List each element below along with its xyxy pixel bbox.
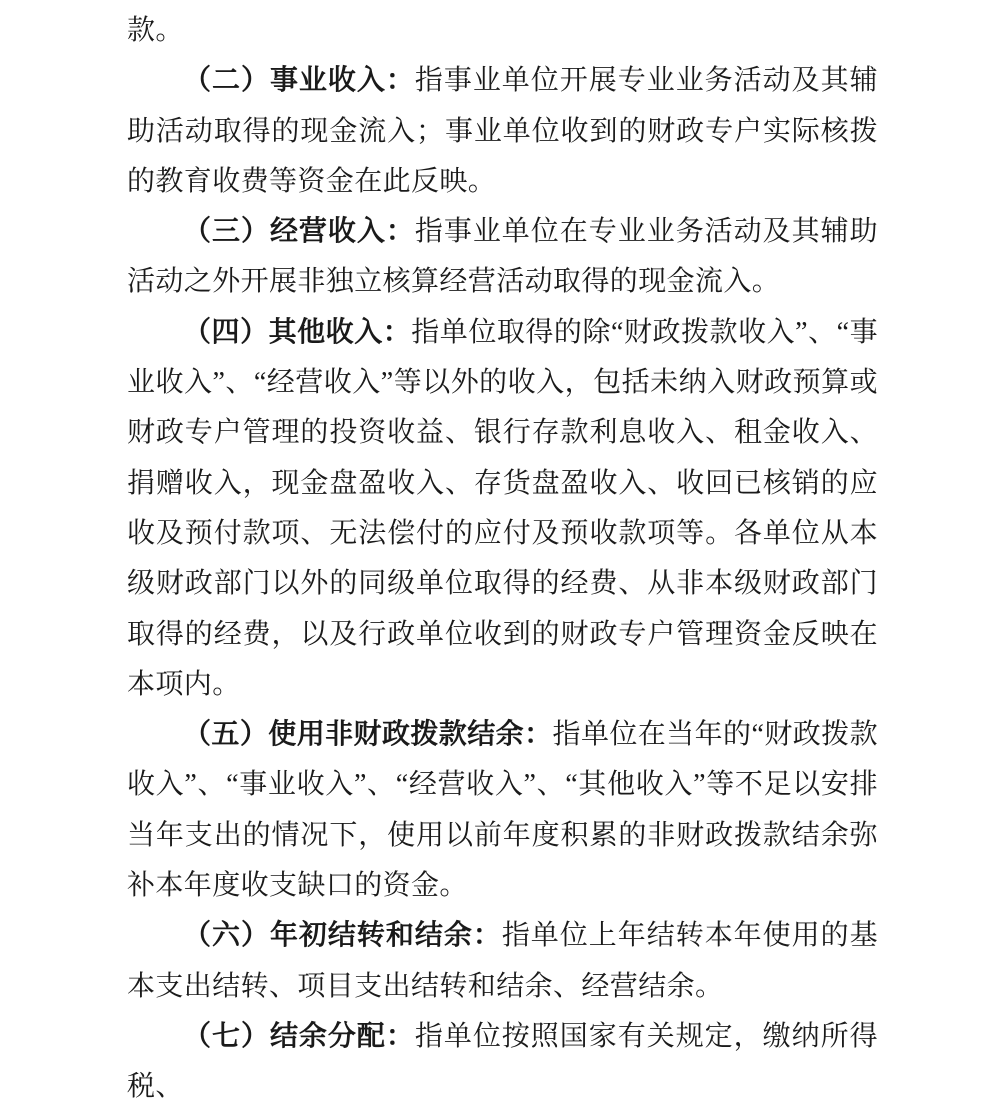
paragraph — [127, 308, 878, 710]
paragraph-text: 款。 — [127, 15, 184, 46]
paragraph-label: （七）结余分配： — [183, 1020, 415, 1052]
paragraph-text: 指单位在当年的“财政拨款收入”、“事业收入”、“经营收入”、“其他收入”等不足以安排当年支出的情况下，使用以前年度积累的非财政拨款结余弥补本年度收支缺口的资金。 — [127, 719, 879, 902]
paragraph-label: （六）年初结转和结余： — [183, 920, 502, 952]
document-body — [127, 6, 878, 1113]
paragraph-label: （五）使用非财政拨款结余： — [183, 719, 553, 751]
paragraph — [127, 6, 878, 56]
paragraph — [127, 207, 878, 308]
paragraph — [127, 56, 878, 207]
paragraph-text: 指事业单位在专业业务活动及其辅助活动之外开展非独立核算经营活动取得的现金流入。 — [127, 216, 878, 298]
paragraph-label: （二）事业收入： — [183, 65, 415, 97]
paragraph-text: 指单位按照国家有关规定，缴纳所得税、 — [127, 1020, 878, 1103]
paragraph-text: 指单位取得的除“财政拨款收入”、“事业收入”、“经营收入”等以外的收入，包括未纳入财政预算或财政专户管理的投资收益、银行存款利息收入、租金收入、捐赠收入，现金盘盈收入、存货盘盈收入、收回已核销的应收及预付款项、无法偿付的应付及预收款项等。各单位从本级财政部门以外的同级单位取得的经费、从非本级财政部门取得的经费，以及行政单位收到的财政专户管理资金反映在本项内。 — [127, 316, 878, 700]
paragraph-text: 指单位上年结转本年使用的基本支出结转、项目支出结转和结余、经营结余。 — [127, 920, 879, 1002]
paragraph — [127, 911, 878, 1012]
paragraph — [127, 710, 878, 911]
paragraph — [127, 1012, 878, 1113]
paragraph-text: 指事业单位开展专业业务活动及其辅助活动取得的现金流入；事业单位收到的财政专户实际核拨的教育收费等资金在此反映。 — [127, 65, 878, 197]
paragraph-label: （四）其他收入： — [183, 316, 412, 348]
paragraph-label: （三）经营收入： — [183, 216, 415, 248]
